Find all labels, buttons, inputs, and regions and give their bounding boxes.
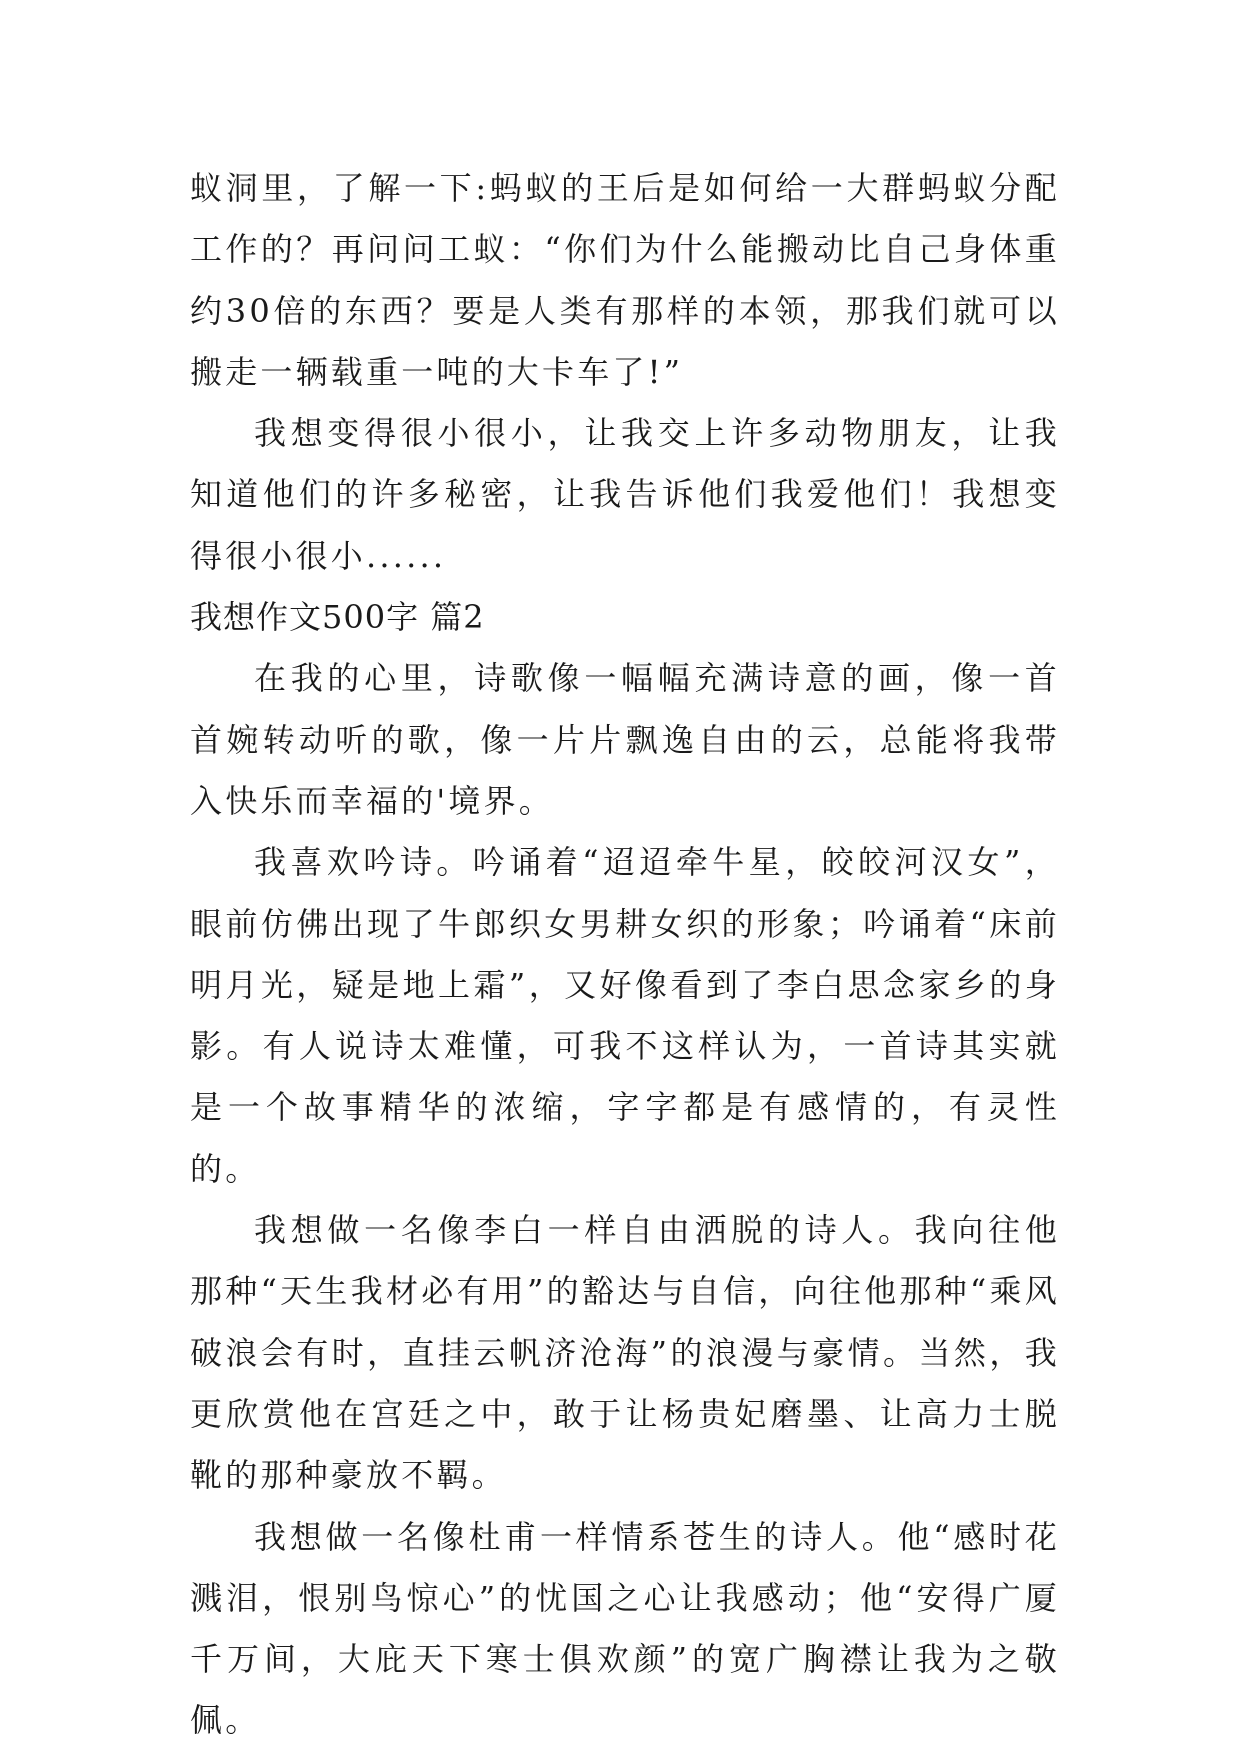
paragraph-wish-small: 我想变得很小很小，让我交上许多动物朋友，让我知道他们的许多秘密，让我告诉他们我爱他们！我想变得很小很小...... (190, 414, 1060, 575)
section-title: 我想作文500字 篇2 (190, 598, 485, 637)
paragraph-ant-continuation: 蚁洞里，了解一下:蚂蚁的王后是如何给一大群蚂蚁分配工作的？再问问工蚁：“你们为什么能搬动比自己身体重约30倍的东西？要是人类有那样的本领，那我们就可以搬走一辆载重一吨的大卡车了!” (190, 169, 1060, 391)
paragraph-poetry-intro: 在我的心里，诗歌像一幅幅充满诗意的画，像一首首婉转动听的歌，像一片片飘逸自由的云，总能将我带入快乐而幸福的'境界。 (190, 659, 1060, 820)
paragraph-li-bai: 我想做一名像李白一样自由洒脱的诗人。我向往他那种“天生我材必有用”的豁达与自信，向往他那种“乘风破浪会有时，直挂云帆济沧海”的浪漫与豪情。当然，我更欣赏他在宫廷之中，敢于让杨贵妃磨墨、让高力士脱靴的那种豪放不羁。 (190, 1211, 1060, 1495)
paragraph-recite-poems: 我喜欢吟诗。吟诵着“迢迢牵牛星，皎皎河汉女”，眼前仿佛出现了牛郎织女男耕女织的形象；吟诵着“床前明月光，疑是地上霜”，又好像看到了李白思念家乡的身影。有人说诗太难懂，可我不这样认为，一首诗其实就是一个故事精华的浓缩，字字都是有感情的，有灵性的。 (190, 843, 1060, 1188)
document-body (190, 158, 1060, 1752)
paragraph-du-fu: 我想做一名像杜甫一样情系苍生的诗人。他“感时花溅泪，恨别鸟惊心”的忧国之心让我感动；他“安得广厦千万间，大庇天下寒士俱欢颜”的宽广胸襟让我为之敬佩。 (190, 1517, 1060, 1740)
